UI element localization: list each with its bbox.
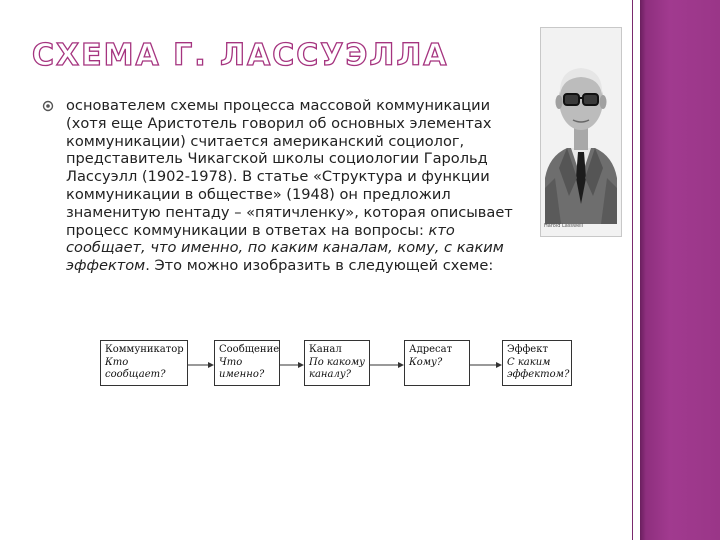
slide-title: СХЕМА Г. ЛАССУЭЛЛА [32,38,449,73]
node-label: Канал [309,344,342,355]
photo-caption: Harold Lasswell [544,223,583,229]
paragraph-text-2: . Это можно изобразить в следующей схеме: [145,257,494,275]
main-paragraph [66,97,531,275]
node-question: Кто сообщает? [105,356,166,380]
node-label: Адресат [409,344,453,355]
sidebar-divider [632,0,633,540]
node-question: С каким эффектом? [507,356,570,380]
arrow-icon [188,361,214,369]
decorative-sidebar [640,0,720,540]
arrow-icon [280,361,304,369]
arrow-icon [470,361,502,369]
diagram-node-channel [304,340,370,386]
node-label: Сообщение [219,344,280,355]
portrait-photo [540,27,622,237]
diagram-node-effect [502,340,572,386]
diagram-node-addressee [404,340,470,386]
node-question: По какому каналу? [309,356,365,380]
diagram-node-communicator [100,340,188,386]
paragraph-italic: кто сообщает, что именно, по каким каналам, кому, с каким эффектом [66,221,504,275]
diagram-node-message [214,340,280,386]
bullet-icon [42,100,54,112]
node-label: Коммуникатор [105,344,184,355]
node-question: Что именно? [219,356,265,380]
arrow-icon [370,361,404,369]
paragraph-text-1: основателем схемы процесса массовой коммуникации (хотя еще Аристотель говорил об основных элементах коммуникации) считается американский социолог, представитель Чикагской школы социологии Гарольд Лассуэлл (1902-1978). В статье «Структура и функции коммуникации в обществе» (1948) он предложил знаменитую пентаду – «пятичленку», которая описывает процесс коммуникации в ответах на вопросы: [66,97,513,239]
node-label: Эффект [507,344,549,355]
node-question: Кому? [409,356,443,368]
